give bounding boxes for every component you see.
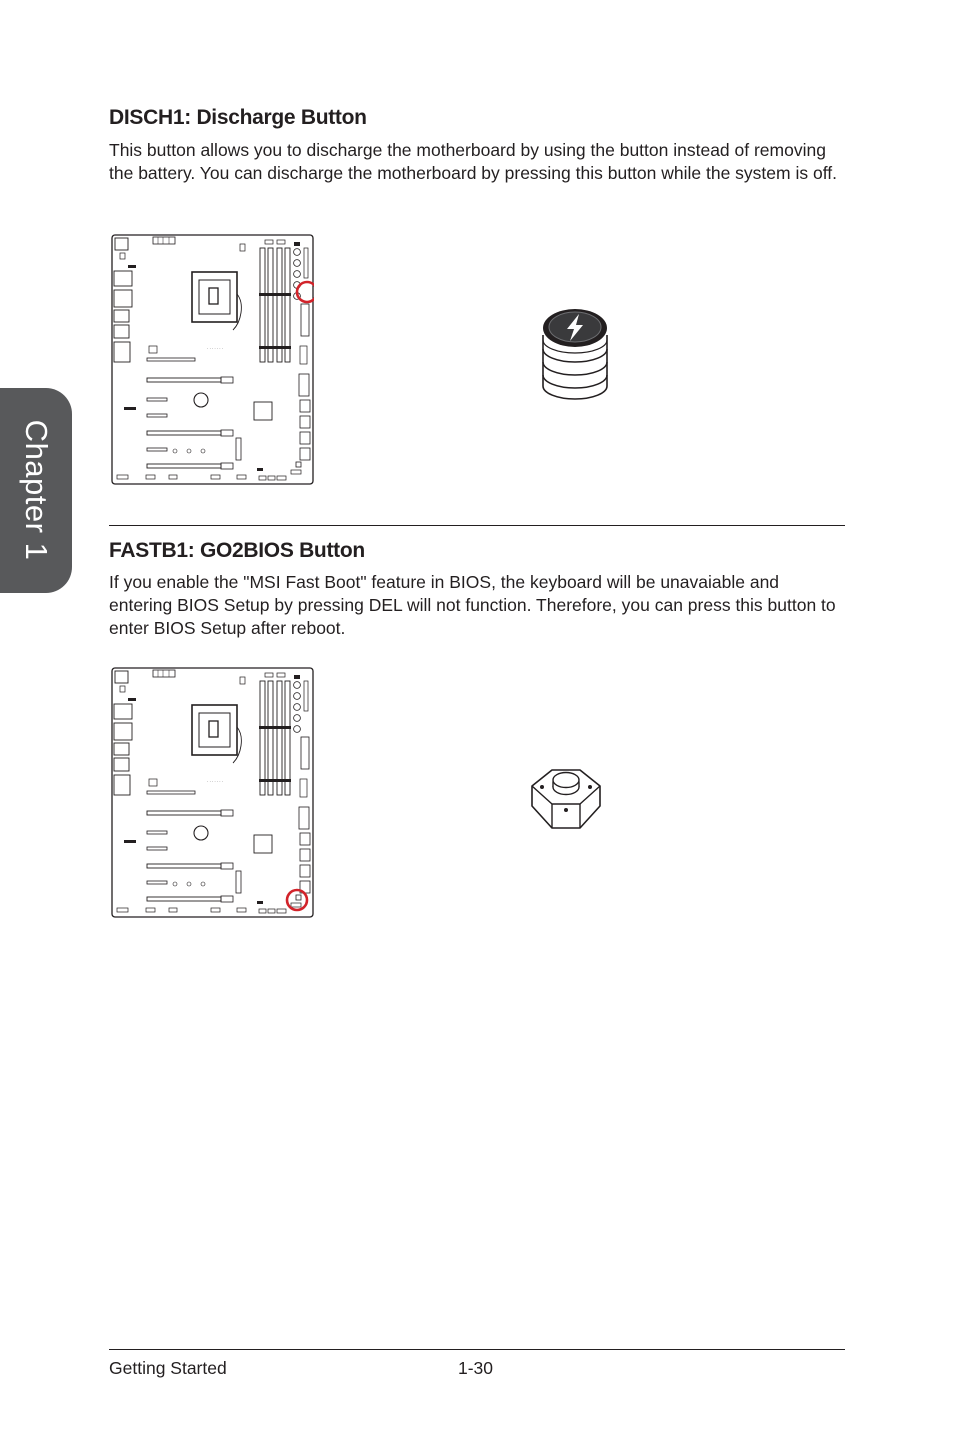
discharge-button-icon (538, 306, 612, 402)
go2bios-button-icon (528, 766, 604, 832)
footer-section-name: Getting Started (109, 1358, 227, 1378)
section-body-fastb1: If you enable the "MSI Fast Boot" feature in BIOS, the keyboard will be unavaiable and entering BIOS Setup by pressing DEL will not function. Therefore, you can press this button to enter BIOS Setup after reboot. (109, 572, 836, 638)
section-body-disch1: This button allows you to discharge the motherboard by using the button instead of removing the battery. You can discharge the motherboard by pressing this button while the system is off. (109, 140, 837, 183)
section-title-disch1: DISCH1: Discharge Button (109, 106, 367, 129)
footer-page-number: 1-30 (458, 1358, 494, 1378)
footer-rule (109, 1349, 845, 1350)
section-divider (109, 525, 845, 526)
chapter-tab (0, 388, 72, 593)
chapter-tab-label: Chapter 1 (19, 419, 54, 561)
motherboard-diagram-fastb1 (111, 667, 314, 919)
section-title-fastb1: FASTB1: GO2BIOS Button (109, 539, 365, 562)
motherboard-diagram-disch1 (111, 234, 314, 486)
